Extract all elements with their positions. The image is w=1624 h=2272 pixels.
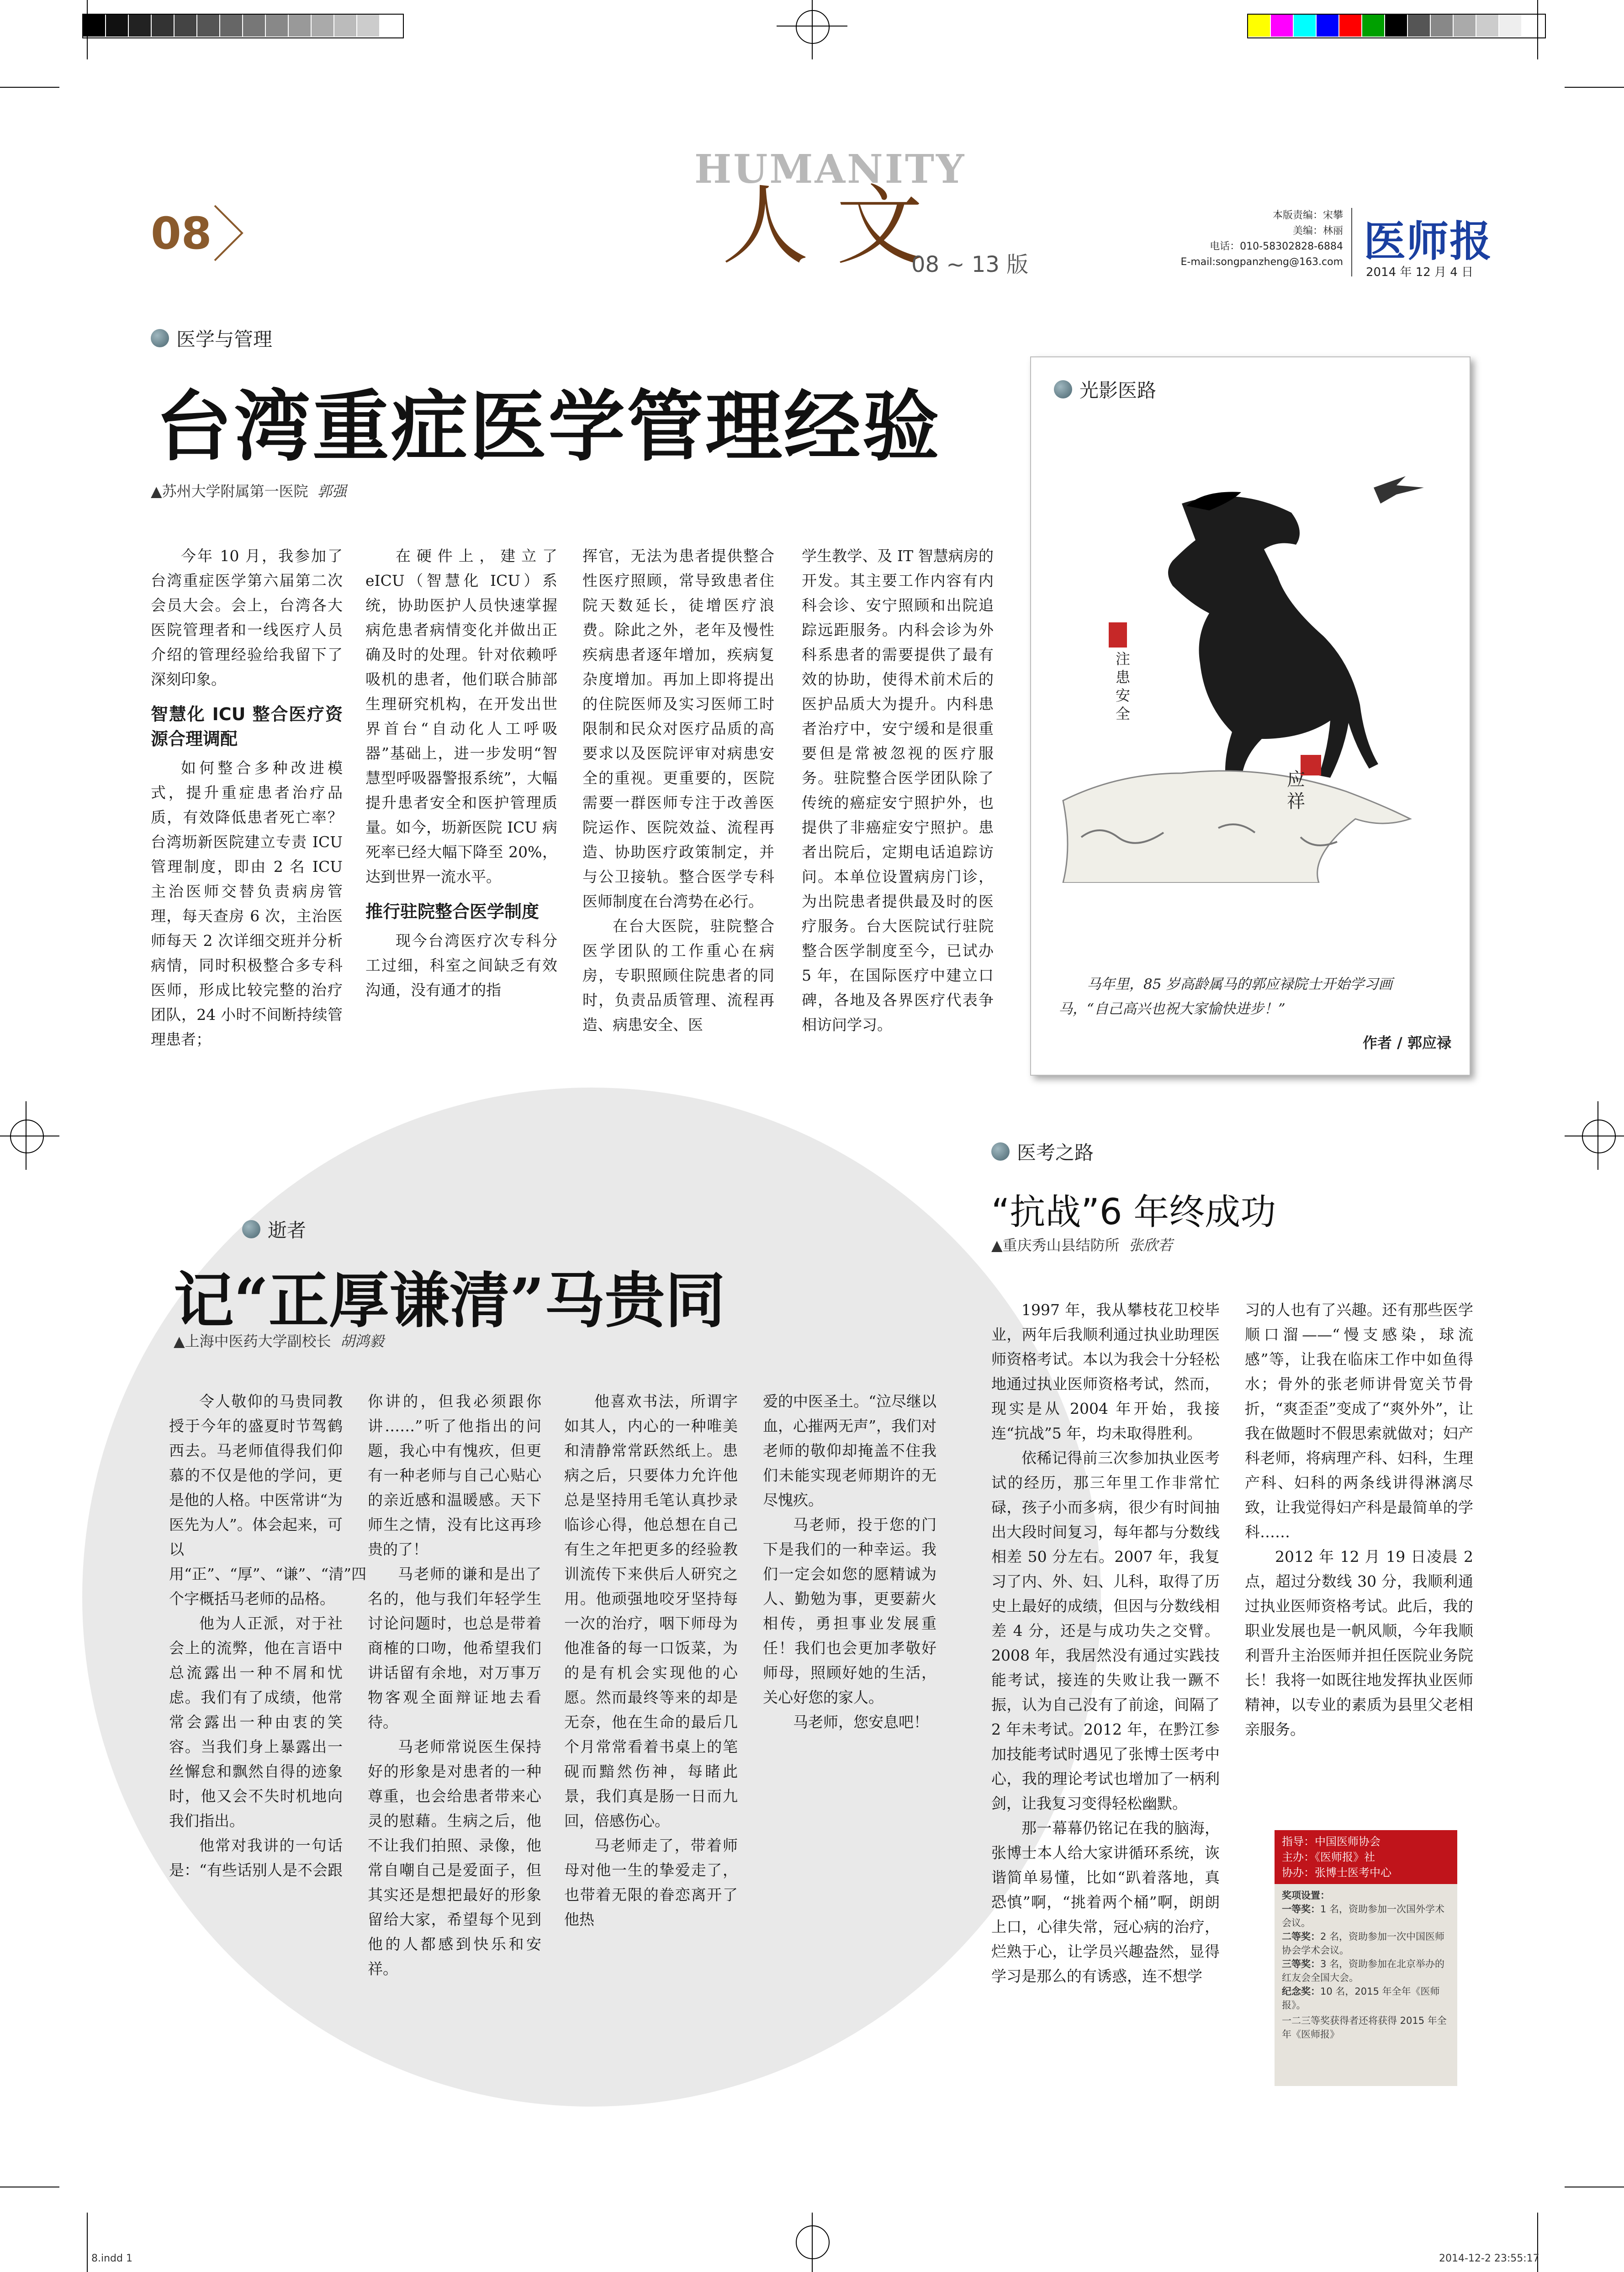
color-swatch (1431, 15, 1454, 37)
article3-byline: ▲重庆秀山县结防所 张欣若 (991, 1237, 1173, 1254)
color-swatch (220, 15, 243, 37)
section-label-management: 医学与管理 (151, 324, 272, 352)
section-title: 人 文 (722, 175, 923, 276)
print-timestamp: 2014-12-2 23:55:17 (1439, 2253, 1539, 2264)
article1-column-1: 今年 10 月，我参加了台湾重症医学第六届第二次会员大会。会上，台湾各大医院管理者和一线医疗人员介绍的管理经验给我留下了深刻印象。 智慧化 ICU 整合医疗资源合理调配 如何整合多种改进模式，提升重症患者治疗品质，有效降低患者死亡率？台湾坜新医院建立专责 ICU 管理制度，即由 2 名 ICU 主治医师交替负责病房管理，每天查房 6 次，主治医师每天 2 次详细交班并分析病情，同时积极整合多专科医师，形成比较完整的治疗团队，24 小时不间断持续管理患者； (151, 547, 343, 1048)
section-label-exam: 医考之路 (991, 1138, 1094, 1165)
article3-column-2: 习的人也有了兴趣。还有那些医学顺口溜——“慢支感染，球流感”等，让我在临床工作中如鱼得水；骨外的张老师讲骨宽关节骨折，“爽歪歪”变成了“爽外外”，让我在做题时不假思索就做对；妇产科老师，将病理产科、妇科，生理产科、妇科的两条线讲得淋漓尽致，让我觉得妇产科是最简单的学科…… 2012 年 12 月 19 日凌晨 2 点，超过分数线 30 分，我顺利通过执业医师资格考试。此后，我的职业发展也是一帆风顺，今年我顺利晋升主治医师并担任医院业务院长！我将一如既往地发挥执业医师精神，以专业的素质为县里父老相亲服务。 (1245, 1301, 1473, 1738)
color-swatch (1499, 15, 1522, 37)
registration-mark-right (1582, 1120, 1616, 1153)
color-swatch (129, 15, 152, 37)
color-swatch (1294, 15, 1317, 37)
humanity-heading: HUMANITY (694, 146, 966, 192)
subheading: 智慧化 ICU 整合医疗资源合理调配 (151, 704, 343, 749)
chevron-right-icon (210, 201, 247, 265)
article1-title: 台湾重症医学管理经验 (155, 381, 941, 472)
crop-mark (1537, 0, 1538, 59)
crop-mark (1565, 87, 1624, 88)
color-swatch (106, 15, 129, 37)
photo-credit: 作者 / 郭应禄 (1363, 1034, 1451, 1051)
sponsor-header: 指导：中国医师协会 主办：《医师报》社 协办：张博士医考中心 (1275, 1830, 1457, 1884)
horse-painting-image (1045, 426, 1456, 883)
email: E-mail:songpanzheng@163.com (1180, 256, 1343, 268)
crop-mark (0, 87, 59, 88)
color-swatch (197, 15, 220, 37)
article2-column-1: 令人敬仰的马贵同教授于今年的盛夏时节驾鹤西去。马老师值得我们仰慕的不仅是他的学问，更是他的人格。中医常讲“为医先为人”。体会起来，可以用“正”、“厚”、“谦”、“清”四个字概括马老师的品格。 他为人正派，对于社会上的流弊，他在言语中总流露出一种不屑和忧虑。我们有了成绩，他常常会露出一种由衷的笑容。当我们身上暴露出一丝懈怠和飘然自得的迹象时，他又会不失时机地向我们指出。 他常对我讲的一句话是：“有些话别人是不会跟 (169, 1392, 366, 1879)
painting-inscription: 注患安全 (1116, 650, 1131, 722)
article2-column-4: 爱的中医圣土。“泣尽继以血，心摧两无声”，我们对老师的敬仰却掩盖不住我们未能实现老师期许的无尽愧疚。 马老师，投于您的门下是我们的一种幸运。我们一定会如您的愿精诚为人、勤勉为事，更要薪火相传，勇担事业发展重任！我们也会更加孝敬好师母，照顾好她的生活，关心好您的家人。 马老师，您安息吧！ (763, 1392, 936, 1731)
color-swatch (380, 15, 403, 37)
crop-mark (87, 0, 88, 59)
paper-logo: 医师报 (1364, 217, 1493, 266)
article2-column-3: 他喜欢书法，所谓字如其人，内心的一种唯美和清静常常跃然纸上。患病之后，只要体力允许他总是坚持用毛笔认真抄录临诊心得，他总想在自己有生之年把更多的经验教训流传下来供后人研究之用。他顽强地咬牙坚持每一次的治疗，咽下师母为他准备的每一口饭菜，为的是有机会实现他的心愿。然而最终等来的却是无奈，他在生命的最后几个月常常看着书桌上的笔砚而黯然伤神，每睹此景，我们真是肠一日而九回，倍感伤心。 马老师走了，带着师母对他一生的挚爱走了，也带着无限的眷恋离开了他热 (564, 1392, 738, 1928)
color-swatch (152, 15, 175, 37)
color-swatch (1317, 15, 1339, 37)
file-label: 8.indd 1 (91, 2253, 132, 2264)
photo-caption: 马年里，85 岁高龄属马的郭应禄院士开始学习画马，“自己高兴也祝大家愉快进步！” (1058, 976, 1393, 1017)
article2-title: 记“正厚谦清”马贵同 (174, 1265, 725, 1336)
prize-list: 奖项设置： 一等奖：1 名，资助参加一次国外学术会议。 二等奖：2 名，资助参加一次中国医师协会学术会议。 三等奖：3 名，资助参加在北京举办的红友会全国大会。 纪念奖：10 名，2015 年全年《医师报》。 一二三等奖获得者还将获得 2015 年全年《医师报》 (1275, 1884, 1457, 2046)
crop-mark (777, 26, 847, 27)
color-swatch (1271, 15, 1294, 37)
subheading: 推行驻院整合医学制度 (365, 902, 540, 922)
prize-item: 纪念奖：10 名，2015 年全年《医师报》。 (1282, 1986, 1440, 2011)
crop-mark (87, 2213, 88, 2272)
article1-column-3: 挥官，无法为患者提供整合性医疗照顾，常导致患者住院天数延长，徒增医疗浪费。除此之外，老年及慢性疾病患者逐年增加，疾病复杂度增加。再加上即将提出的住院医师及实习医师工时限制和民众对医疗品质的高要求以及医院评审对病患安全的重视。更重要的，医院需要一群医师专注于改善医院运作、医院效益、流程再造、协助医疗政策制定，并与公卫接轨。整合医学专科医师制度在台湾势在必行。 在台大医院，驻院整合医学团队的工作重心在病房，专职照顾住院患者的同时，负责品质管理、流程再造、病患安全、医 (582, 547, 774, 1034)
painting-signature: 应祥 (1287, 769, 1305, 812)
color-swatch (357, 15, 380, 37)
crop-mark (812, 0, 813, 59)
prize-item: 一等奖：1 名，资助参加一次国外学术会议。 (1282, 1904, 1445, 1928)
color-swatch (1362, 15, 1385, 37)
article1-column-2: 在硬件上，建立了 eICU（智慧化 ICU）系统，协助医护人员快速掌握病危患者病情变化并做出正确及时的处理。针对依赖呼吸机的患者，他们联合肺部生理研究机构，在开发出世界首台“自动化人工呼吸器”基础上，进一步发明“智慧型呼吸器警报系统”，大幅提升患者安全和医护管理质量。如今，坜新医院 ICU 病死率已经大幅下降至 20%，达到世界一流水平。 推行驻院整合医学制度 现今台湾医疗次专科分工过细，科室之间缺乏有效沟通，没有通才的指 (365, 547, 557, 999)
designer: 美编：林丽 (1292, 225, 1343, 237)
bullet-icon (242, 1220, 260, 1238)
article1-byline: ▲苏州大学附属第一医院 郭强 (151, 483, 347, 500)
color-swatch (1385, 15, 1408, 37)
prize-note: 一二三等奖获得者还将获得 2015 年全年《医师报》 (1282, 2015, 1447, 2040)
prize-item: 三等奖：3 名，资助参加在北京举办的红友会全国大会。 (1282, 1959, 1445, 1983)
article3-title: “抗战”6 年终成功 (991, 1192, 1276, 1233)
color-swatch (1248, 15, 1271, 37)
section-label-obituary: 逝者 (242, 1216, 306, 1243)
article3-column-1: 1997 年，我从攀枝花卫校毕业，两年后我顺利通过执业助理医师资格考试。本以为我会十分轻松地通过执业医师资格考试，然而，现实是从 2004 年开始，我接连“抗战”5 年，均未取得胜利。 依稀记得前三次参加执业医考试的经历，那三年里工作非常忙碌，孩子小而多病，很少有时间抽出大段时间复习，每年都与分数线相差 50 分左右。2007 年，我复习了内、外、妇、儿科，取得了历史上最好的成绩，但因与分数线相差 4 分，还是与成功失之交臂。2008 年，我居然没有通过实践技能考试，接连的失败让我一蹶不振，认为自己没有了前途，间隔了 2 年未考试。2012 年，在黔江参加技能考试时遇见了张博士医考中心，我的理论考试也增加了一柄利剑，让我复习变得轻松幽默。 那一幕幕仍铭记在我的脑海，张博士本人给大家讲循环系统，诙谐简单易懂，比如“趴着落地，真恐慎”啊，“挑着两个桶”啊，朗朗上口，心律失常，冠心病的治疗，烂熟于心，让学员兴趣盎然，显得学习是那么的有诱惑，连不想学 (991, 1301, 1220, 1985)
crop-mark (812, 2213, 813, 2272)
bullet-icon (151, 329, 169, 347)
page-range: 08 ~ 13 版 (911, 252, 1029, 277)
registration-mark-left (10, 1120, 44, 1153)
bullet-icon (991, 1142, 1010, 1161)
editor: 本版责编：宋攀 (1272, 210, 1343, 221)
article1-column-4: 学生教学、及 IT 智慧病房的开发。其主要工作内容有内科会诊、安宁照顾和出院追踪远距服务。内科会诊为外科系患者的需要提供了最有效的协助，使得术前术后的医护品质大为提升。内科患者治疗中，安宁缓和是很重要但是常被忽视的医疗服务。驻院整合医学团队除了传统的癌症安宁照护外，也提供了非癌症安宁照护。患者出院后，定期电话追踪访问。本单位设置病房门诊，为出院患者提供最及时的医疗服务。台大医院试行驻院整合医学制度至今，已试办 5 年，在国际医疗中建立口碑，各地及各界医疗代表争相访问学习。 (802, 547, 994, 1034)
sponsor-box (1275, 1830, 1457, 2086)
article2-column-2: 你讲的，但我必须跟你讲……”听了他指出的问题，我心中有愧疚，但更有一种老师与自己心贴心的亲近感和温暖感。天下师生之情，没有比这再珍贵的了！ 马老师的谦和是出了名的，他与我们年轻学生讨论问题时，也总是带着商榷的口吻，他希望我们讲话留有余地，对万事万物客观全面辩证地去看待。 马老师常说医生保持好的形象是对患者的一种尊重，也会给患者带来心灵的慰藉。生病之后，他不让我们拍照、录像，他常自嘲自己是爱面子，但其实还是想把最好的形象留给大家，希望每个见到他的人都感到快乐和安祥。 (368, 1392, 541, 1978)
article2-byline: ▲上海中医药大学副校长 胡鸿毅 (174, 1332, 384, 1350)
color-swatch (289, 15, 312, 37)
color-swatch (1408, 15, 1431, 37)
bullet-icon (1054, 380, 1072, 398)
color-swatch (312, 15, 334, 37)
photo-box (1030, 356, 1471, 1076)
color-swatch (1339, 15, 1362, 37)
color-swatch (175, 15, 197, 37)
registration-mark-top (796, 10, 830, 44)
registration-mark-bottom (796, 2225, 830, 2259)
color-swatch (266, 15, 289, 37)
color-swatch (1522, 15, 1545, 37)
color-swatch (334, 15, 357, 37)
color-swatch (243, 15, 266, 37)
color-swatch (1476, 15, 1499, 37)
phone: 电话：010-58302828-6884 (1210, 241, 1343, 252)
color-control-bar (1247, 14, 1546, 38)
section-label-photo: 光影医路 (1054, 376, 1156, 403)
header-divider (1351, 208, 1352, 276)
issue-date: 2014 年 12 月 4 日 (1366, 265, 1474, 279)
editor-info (1133, 208, 1343, 270)
prize-item: 二等奖：2 名，资助参加一次中国医师协会学术会议。 (1282, 1931, 1445, 1956)
gray-scale-bar (82, 14, 404, 38)
color-swatch (1454, 15, 1476, 37)
page-number: 08 (151, 208, 212, 259)
